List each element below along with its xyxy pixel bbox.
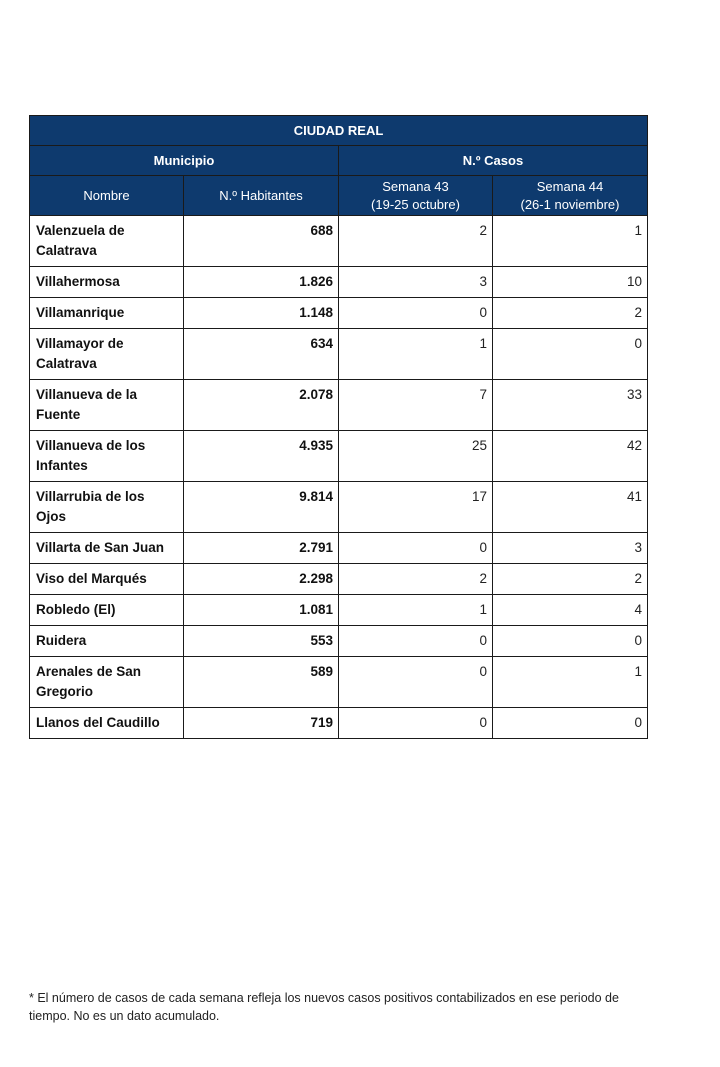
population-cell: 4.935 — [184, 431, 339, 482]
semana-43-label: Semana 43 — [382, 178, 449, 194]
table-row — [30, 533, 648, 564]
table-row — [30, 595, 648, 626]
municipality-name-cell: Villanueva de la Fuente — [30, 380, 184, 431]
column-header-nombre: Nombre — [30, 176, 184, 216]
week-43-cases-cell: 2 — [339, 564, 493, 595]
footnote: * El número de casos de cada semana refleja los nuevos casos positivos contabilizados en ese periodo de tiempo. No es un dato acumulado. — [29, 991, 619, 1023]
municipality-name-cell: Villanueva de los Infantes — [30, 431, 184, 482]
week-44-cases-cell: 42 — [493, 431, 648, 482]
week-44-cases-cell: 2 — [493, 564, 648, 595]
population-cell: 589 — [184, 657, 339, 708]
week-43-cases-cell: 1 — [339, 329, 493, 380]
week-43-cases-cell: 0 — [339, 626, 493, 657]
table-row — [30, 657, 648, 708]
table-title: CIUDAD REAL — [30, 116, 648, 146]
week-43-cases-cell: 7 — [339, 380, 493, 431]
week-44-cases-cell: 1 — [493, 657, 648, 708]
week-43-cases-cell: 0 — [339, 657, 493, 708]
table-row — [30, 216, 648, 267]
population-cell: 1.826 — [184, 267, 339, 298]
week-44-cases-cell: 33 — [493, 380, 648, 431]
population-cell: 553 — [184, 626, 339, 657]
week-43-cases-cell: 17 — [339, 482, 493, 533]
week-43-cases-cell: 2 — [339, 216, 493, 267]
municipality-name-cell: Robledo (El) — [30, 595, 184, 626]
week-44-cases-cell: 41 — [493, 482, 648, 533]
municipality-name-cell: Villahermosa — [30, 267, 184, 298]
table-row — [30, 329, 648, 380]
week-44-cases-cell: 10 — [493, 267, 648, 298]
week-43-cases-cell: 0 — [339, 533, 493, 564]
table-row — [30, 482, 648, 533]
column-header-semana-44 — [493, 176, 648, 216]
population-cell: 2.791 — [184, 533, 339, 564]
column-header-semana-43 — [339, 176, 493, 216]
week-44-cases-cell: 4 — [493, 595, 648, 626]
municipality-name-cell: Viso del Marqués — [30, 564, 184, 595]
municipality-name-cell: Arenales de San Gregorio — [30, 657, 184, 708]
table-row — [30, 564, 648, 595]
week-43-cases-cell: 1 — [339, 595, 493, 626]
table-row — [30, 431, 648, 482]
municipality-name-cell: Valenzuela de Calatrava — [30, 216, 184, 267]
week-44-cases-cell: 0 — [493, 329, 648, 380]
municipality-name-cell: Villamanrique — [30, 298, 184, 329]
population-cell: 1.148 — [184, 298, 339, 329]
table-row — [30, 267, 648, 298]
week-44-cases-cell: 2 — [493, 298, 648, 329]
cases-table — [29, 115, 648, 739]
municipality-name-cell: Villarta de San Juan — [30, 533, 184, 564]
week-44-cases-cell: 1 — [493, 216, 648, 267]
table-body — [30, 216, 648, 739]
population-cell: 688 — [184, 216, 339, 267]
group-header-casos: N.º Casos — [339, 146, 648, 176]
population-cell: 9.814 — [184, 482, 339, 533]
table-row — [30, 626, 648, 657]
week-43-cases-cell: 0 — [339, 298, 493, 329]
week-43-cases-cell: 3 — [339, 267, 493, 298]
table-row — [30, 298, 648, 329]
population-cell: 2.298 — [184, 564, 339, 595]
semana-43-range: (19-25 octubre) — [371, 196, 460, 212]
municipality-name-cell: Llanos del Caudillo — [30, 708, 184, 739]
semana-44-label: Semana 44 — [536, 178, 604, 194]
population-cell: 634 — [184, 329, 339, 380]
week-44-cases-cell: 0 — [493, 626, 648, 657]
semana-44-range: (26-1 noviembre) — [520, 196, 620, 212]
population-cell: 719 — [184, 708, 339, 739]
municipality-name-cell: Villamayor de Calatrava — [30, 329, 184, 380]
population-cell: 1.081 — [184, 595, 339, 626]
municipality-name-cell: Ruidera — [30, 626, 184, 657]
municipality-name-cell: Villarrubia de los Ojos — [30, 482, 184, 533]
week-44-cases-cell: 0 — [493, 708, 648, 739]
table-row — [30, 380, 648, 431]
population-cell: 2.078 — [184, 380, 339, 431]
week-44-cases-cell: 3 — [493, 533, 648, 564]
week-43-cases-cell: 25 — [339, 431, 493, 482]
table-row — [30, 708, 648, 739]
week-43-cases-cell: 0 — [339, 708, 493, 739]
group-header-municipio: Municipio — [30, 146, 339, 176]
column-header-habitantes: N.º Habitantes — [184, 176, 339, 216]
